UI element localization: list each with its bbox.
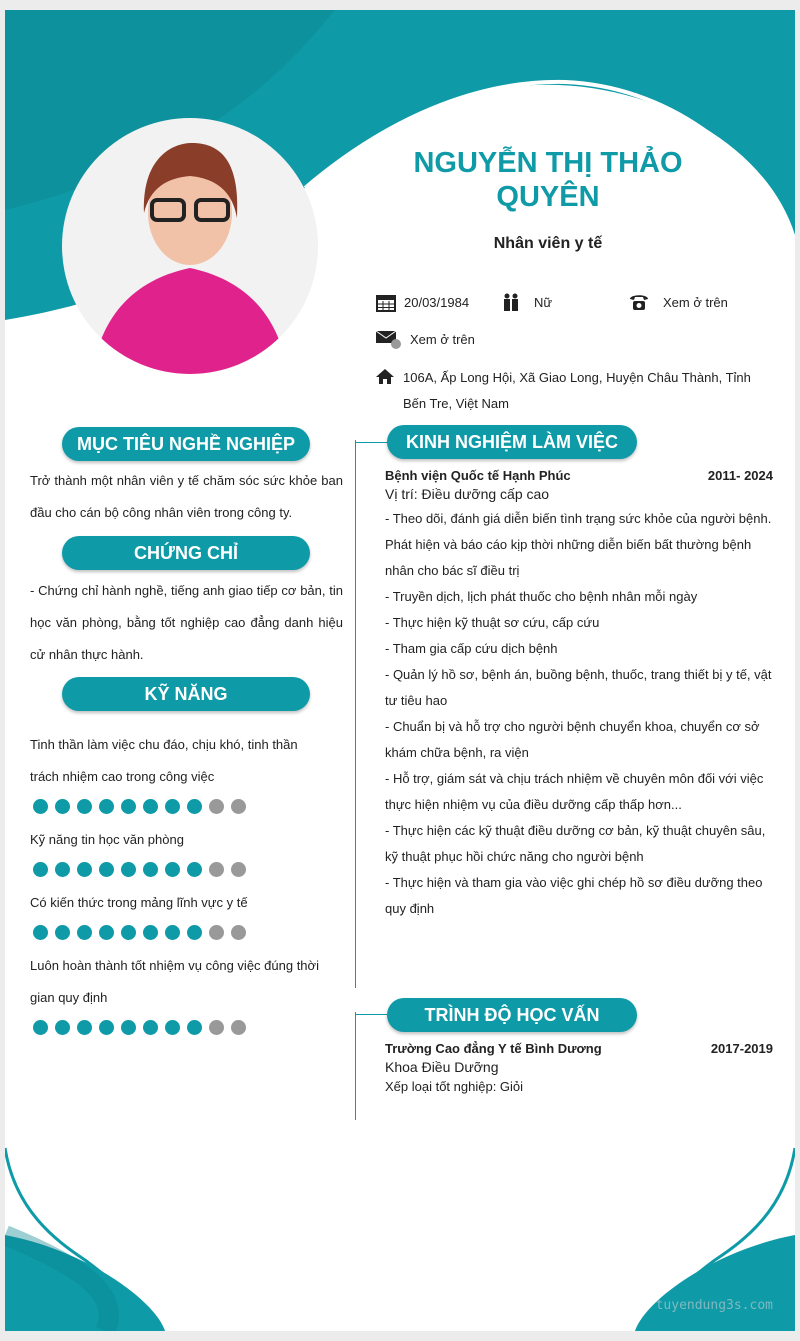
rating-dot	[209, 1020, 224, 1035]
rating-dot	[55, 799, 70, 814]
gender-info	[502, 293, 552, 312]
rating-dot	[165, 799, 180, 814]
name-line-1: NGUYỄN THỊ THẢO	[413, 147, 683, 179]
rating-dot	[187, 925, 202, 940]
name-line-2: QUYÊN	[496, 181, 600, 213]
rating-dot	[165, 925, 180, 940]
rating-dot	[77, 862, 92, 877]
rating-dot	[143, 862, 158, 877]
address-line-1: 106A, Ấp Long Hội, Xã Giao Long, Huyện Châu Thành, Tỉnh	[403, 370, 751, 385]
major-text: Khoa Điều Dưỡng	[385, 1059, 499, 1075]
rating-dot	[187, 862, 202, 877]
rating-dot	[143, 799, 158, 814]
skill-rating	[33, 862, 330, 877]
rating-dot	[55, 862, 70, 877]
duty-item: - Tham gia cấp cứu dịch bệnh	[385, 641, 558, 656]
rating-dot	[231, 799, 246, 814]
skill-rating	[33, 799, 330, 814]
duty-item: - Thực hiện và tham gia vào việc ghi chép hồ sơ điều dưỡng theo quy định	[385, 875, 763, 916]
duty-item: - Quản lý hồ sơ, bệnh án, buồng bệnh, thuốc, trang thiết bị y tế, vật tư tiêu hao	[385, 667, 772, 708]
gender-text: Nữ	[534, 295, 553, 310]
skill-name: Có kiến thức trong mảng lĩnh vực y tế	[30, 895, 248, 910]
rating-dot	[209, 799, 224, 814]
rating-dot	[77, 1020, 92, 1035]
job-title: Nhân viên y tế	[493, 235, 603, 252]
education-period: 2017-2019	[710, 1041, 773, 1056]
phone-icon	[629, 293, 649, 311]
timeline-line	[355, 440, 356, 988]
address-info	[376, 365, 751, 417]
cv-page	[5, 10, 795, 1331]
watermark: tuyendung3s.com	[655, 1298, 773, 1313]
objective-heading: MỤC TIÊU NGHỀ NGHIỆP	[62, 427, 310, 461]
rating-dot	[55, 925, 70, 940]
rating-dot	[231, 1020, 246, 1035]
rating-dot	[187, 799, 202, 814]
birthday-text: 20/03/1984	[404, 295, 470, 310]
certificates-text: - Chứng chỉ hành nghề, tiếng anh giao tiếp cơ bản, tin học văn phòng, bằng tốt nghiệp cao đẳng danh hiệu cử nhân thực hành.	[30, 583, 343, 662]
duty-item: - Hỗ trợ, giám sát và chịu trách nhiệm về chuyên môn đối với việc thực hiện nhiệm vụ của điều dưỡng cấp thấp hơn...	[385, 771, 764, 812]
rating-dot	[187, 1020, 202, 1035]
rating-dot	[121, 799, 136, 814]
certificates-heading: CHỨNG CHỈ	[62, 536, 310, 570]
rating-dot	[99, 1020, 114, 1035]
rating-dot	[99, 925, 114, 940]
rating-dot	[121, 1020, 136, 1035]
rating-dot	[33, 862, 48, 877]
duty-item: - Truyền dịch, lịch phát thuốc cho bệnh nhân mỗi ngày	[385, 589, 698, 604]
profile-photo	[62, 118, 318, 374]
email-text: Xem ở trên	[410, 331, 475, 347]
email-icon	[376, 329, 402, 349]
rating-dot	[77, 799, 92, 814]
rating-dot	[55, 1020, 70, 1035]
duty-item: - Chuẩn bị và hỗ trợ cho người bệnh chuyển khoa, chuyển cơ sở khám chữa bệnh, ra viện	[385, 719, 760, 760]
phone-text: Xem ở trên	[663, 294, 728, 310]
rating-dot	[99, 862, 114, 877]
rating-dot	[143, 925, 158, 940]
objective-text: Trở thành một nhân viên y tế chăm sóc sức khỏe ban đầu cho cán bộ công nhân viên trong công ty.	[30, 473, 343, 520]
experience-heading: KINH NGHIỆM LÀM VIỆC	[387, 425, 637, 459]
skill-name: Tinh thần làm việc chu đáo, chịu khó, tinh thần trách nhiệm cao trong công việc	[30, 737, 298, 784]
home-icon	[376, 368, 394, 384]
rating-dot	[33, 1020, 48, 1035]
skill-rating	[33, 1020, 330, 1035]
rating-dot	[231, 925, 246, 940]
rating-dot	[33, 799, 48, 814]
email-info	[376, 329, 475, 349]
education-heading: TRÌNH ĐỘ HỌC VẤN	[387, 998, 637, 1032]
skill-name: Kỹ năng tin học văn phòng	[30, 832, 184, 847]
experience-entry	[385, 467, 773, 922]
rating-dot	[77, 925, 92, 940]
rating-dot	[209, 925, 224, 940]
duty-item: - Thực hiện kỹ thuật sơ cứu, cấp cứu	[385, 615, 600, 630]
rating-dot	[165, 862, 180, 877]
skill-name: Luôn hoàn thành tốt nhiệm vụ công việc đúng thời gian quy định	[30, 958, 319, 1005]
gender-icon	[502, 293, 520, 312]
education-entry	[385, 1040, 773, 1098]
phone-info	[629, 293, 728, 311]
birthday-info	[376, 293, 469, 312]
rating-dot	[231, 862, 246, 877]
rating-dot	[99, 799, 114, 814]
timeline-connector	[355, 442, 387, 443]
calendar-icon	[376, 293, 396, 312]
address-line-2: Bến Tre, Việt Nam	[403, 396, 509, 411]
grade-text: Xếp loại tốt nghiệp: Giỏi	[385, 1079, 524, 1094]
rating-dot	[209, 862, 224, 877]
rating-dot	[33, 925, 48, 940]
candidate-name	[385, 146, 711, 214]
duty-item: - Theo dõi, đánh giá diễn biến tình trạng sức khỏe của người bệnh. Phát hiện và báo cáo kịp thời những diễn biến bất thường bệnh nhân cho bác sĩ điều trị	[385, 511, 772, 578]
position-text: Vị trí: Điều dưỡng cấp cao	[385, 486, 550, 502]
rating-dot	[121, 925, 136, 940]
timeline-connector	[355, 1014, 387, 1015]
skills-heading: KỸ NĂNG	[62, 677, 310, 711]
rating-dot	[121, 862, 136, 877]
timeline-line-education	[355, 1012, 356, 1120]
rating-dot	[143, 1020, 158, 1035]
experience-period: 2011- 2024	[707, 468, 773, 483]
skills-list	[30, 729, 330, 1045]
duty-item: - Thực hiện các kỹ thuật điều dưỡng cơ bản, kỹ thuật chuyên sâu, kỹ thuật phục hồi chức năng cho người bệnh	[385, 823, 766, 864]
company-name: Bệnh viện Quốc tế Hạnh Phúc	[385, 468, 571, 483]
rating-dot	[165, 1020, 180, 1035]
school-name: Trường Cao đẳng Y tế Bình Dương	[385, 1041, 602, 1056]
person-portrait-icon	[62, 118, 318, 374]
skill-rating	[33, 925, 330, 940]
